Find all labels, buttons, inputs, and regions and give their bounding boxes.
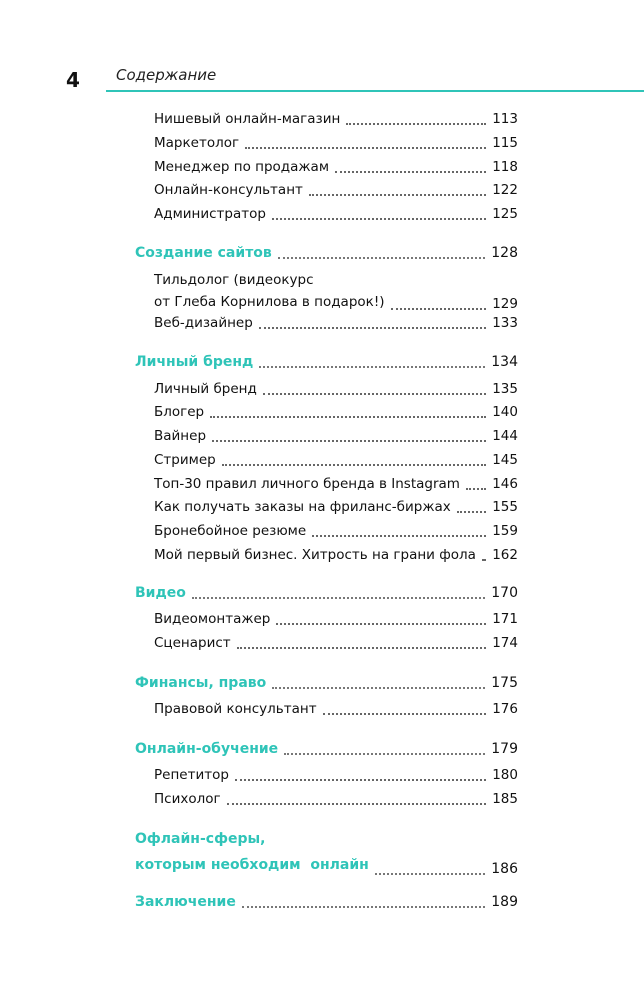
toc-entry[interactable]: [154, 135, 518, 152]
toc-entry-title: Менеджер по продажам: [154, 159, 330, 175]
toc-entry[interactable]: [154, 111, 518, 128]
toc-page-number: 171: [492, 611, 518, 627]
toc-entry[interactable]: [154, 428, 518, 445]
toc-page-number: 155: [492, 499, 518, 515]
toc-entry-title: Тильдолог (видеокурс от Глеба Корнилова в подарок!): [154, 272, 385, 310]
leader-dots: [272, 686, 485, 689]
toc-entry[interactable]: [154, 404, 518, 421]
toc-entry-title: Блогер: [154, 404, 205, 420]
leader-dots: [457, 510, 486, 513]
toc-entry-title: Нишевый онлайн-магазин: [154, 111, 341, 127]
leader-dots: [375, 872, 485, 875]
toc-entry-title: Офлайн-сферы, которым необходим онлайн: [135, 831, 369, 873]
leader-dots: [259, 365, 485, 368]
leader-dots: [323, 712, 487, 715]
toc-page-number: 140: [492, 404, 518, 420]
toc-page-number: 174: [492, 635, 518, 651]
toc-entry[interactable]: [154, 767, 518, 784]
toc-section-entry[interactable]: [135, 894, 518, 911]
toc-entry[interactable]: [154, 182, 518, 199]
toc-page-number: 134: [491, 354, 518, 370]
toc-entry[interactable]: [154, 635, 518, 652]
toc-entry[interactable]: [154, 499, 518, 516]
toc-entry-title: Создание сайтов: [135, 245, 272, 261]
toc-page-number: 176: [492, 701, 518, 717]
leader-dots: [346, 122, 486, 125]
toc-entry-title: Онлайн-обучение: [135, 741, 279, 757]
toc-page-number: 185: [492, 791, 518, 807]
leader-dots: [242, 905, 485, 908]
toc-page-number: 115: [492, 135, 518, 151]
leader-dots: [466, 487, 486, 490]
toc-page-number: 146: [492, 476, 518, 492]
toc-entry-title: Сценарист: [154, 635, 231, 651]
toc-entry-title: Стример: [154, 452, 216, 468]
toc-entry-title: Заключение: [135, 894, 236, 910]
page-number: 4: [66, 68, 80, 92]
toc-page-number: 113: [492, 111, 518, 127]
toc-entry-title: Видеомонтажер: [154, 611, 271, 627]
toc-entry-title: Онлайн-консультант: [154, 182, 303, 198]
toc-entry[interactable]: [154, 523, 518, 540]
toc-entry[interactable]: [154, 381, 518, 398]
toc-entry-title: Видео: [135, 585, 186, 601]
toc-page-number: 175: [491, 675, 518, 691]
leader-dots: [235, 778, 486, 781]
leader-dots: [263, 392, 486, 395]
leader-dots: [312, 534, 486, 537]
toc-page-number: 122: [492, 182, 518, 198]
toc-entry[interactable]: [154, 315, 518, 332]
leader-dots: [278, 256, 485, 259]
toc-entry[interactable]: [154, 611, 518, 628]
toc-entry-title: Администратор: [154, 206, 266, 222]
toc-entry[interactable]: [154, 476, 518, 493]
toc-entry-title: Бронебойное резюме: [154, 523, 307, 539]
leader-dots: [222, 463, 487, 466]
toc-entry-title: Маркетолог: [154, 135, 240, 151]
toc-entry-title: Мой первый бизнес. Хитрость на грани фола: [154, 547, 476, 563]
toc-page-number: 118: [492, 159, 518, 175]
toc-entry-title: Финансы, право: [135, 675, 267, 691]
toc-page-number: 162: [492, 547, 518, 563]
leader-dots: [391, 307, 487, 310]
toc-section-entry[interactable]: [135, 826, 518, 878]
toc-page-number: 186: [491, 861, 518, 877]
leader-dots: [227, 802, 487, 805]
toc-section-entry[interactable]: [135, 585, 518, 602]
toc-entry-title: Топ-30 правил личного бренда в Instagram: [154, 476, 460, 492]
leader-dots: [284, 752, 485, 755]
toc-entry-title: Репетитор: [154, 767, 229, 783]
toc-entry[interactable]: [154, 452, 518, 469]
toc-entry-title: Правовой консультант: [154, 701, 317, 717]
toc-entry-title: Вайнер: [154, 428, 207, 444]
toc-entry-title: Как получать заказы на фриланс-биржах: [154, 499, 451, 515]
toc-section-entry[interactable]: [135, 245, 518, 262]
toc-entry[interactable]: [154, 206, 518, 223]
toc-page-number: 129: [492, 296, 518, 312]
toc-entry[interactable]: [154, 159, 518, 176]
toc-entry-title: Психолог: [154, 791, 221, 807]
leader-dots: [212, 439, 486, 442]
toc-section-entry[interactable]: [135, 354, 518, 371]
toc-page-number: 144: [492, 428, 518, 444]
toc-page-number: 179: [491, 741, 518, 757]
toc-page-number: 125: [492, 206, 518, 222]
toc-entry[interactable]: [154, 791, 518, 808]
toc-page-number: 128: [491, 245, 518, 261]
leader-dots: [259, 326, 486, 329]
toc-entry-title: Личный бренд: [154, 381, 257, 397]
leader-dots: [309, 193, 486, 196]
toc-page-number: 189: [491, 894, 518, 910]
leader-dots: [335, 170, 486, 173]
toc-entry[interactable]: [154, 547, 518, 564]
leader-dots: [272, 217, 486, 220]
toc-entry-title: Веб-дизайнер: [154, 315, 253, 331]
leader-dots: [276, 622, 486, 625]
toc-entry-title: Личный бренд: [135, 354, 254, 370]
toc-entry[interactable]: [154, 701, 518, 718]
toc-page-number: 135: [492, 381, 518, 397]
toc-page-number: 133: [492, 315, 518, 331]
leader-dots: [192, 596, 485, 599]
leader-dots: [237, 646, 487, 649]
leader-dots: [245, 146, 486, 149]
toc-section-entry[interactable]: [135, 741, 518, 758]
running-header-title: Содержание: [116, 66, 217, 84]
toc-page-number: 170: [491, 585, 518, 601]
toc-page-number: 159: [492, 523, 518, 539]
toc-section-entry[interactable]: [135, 675, 518, 692]
toc-page-number: 180: [492, 767, 518, 783]
leader-dots: [210, 415, 486, 418]
leader-dots: [482, 558, 486, 561]
toc-entry[interactable]: [154, 269, 518, 313]
toc-page-number: 145: [492, 452, 518, 468]
